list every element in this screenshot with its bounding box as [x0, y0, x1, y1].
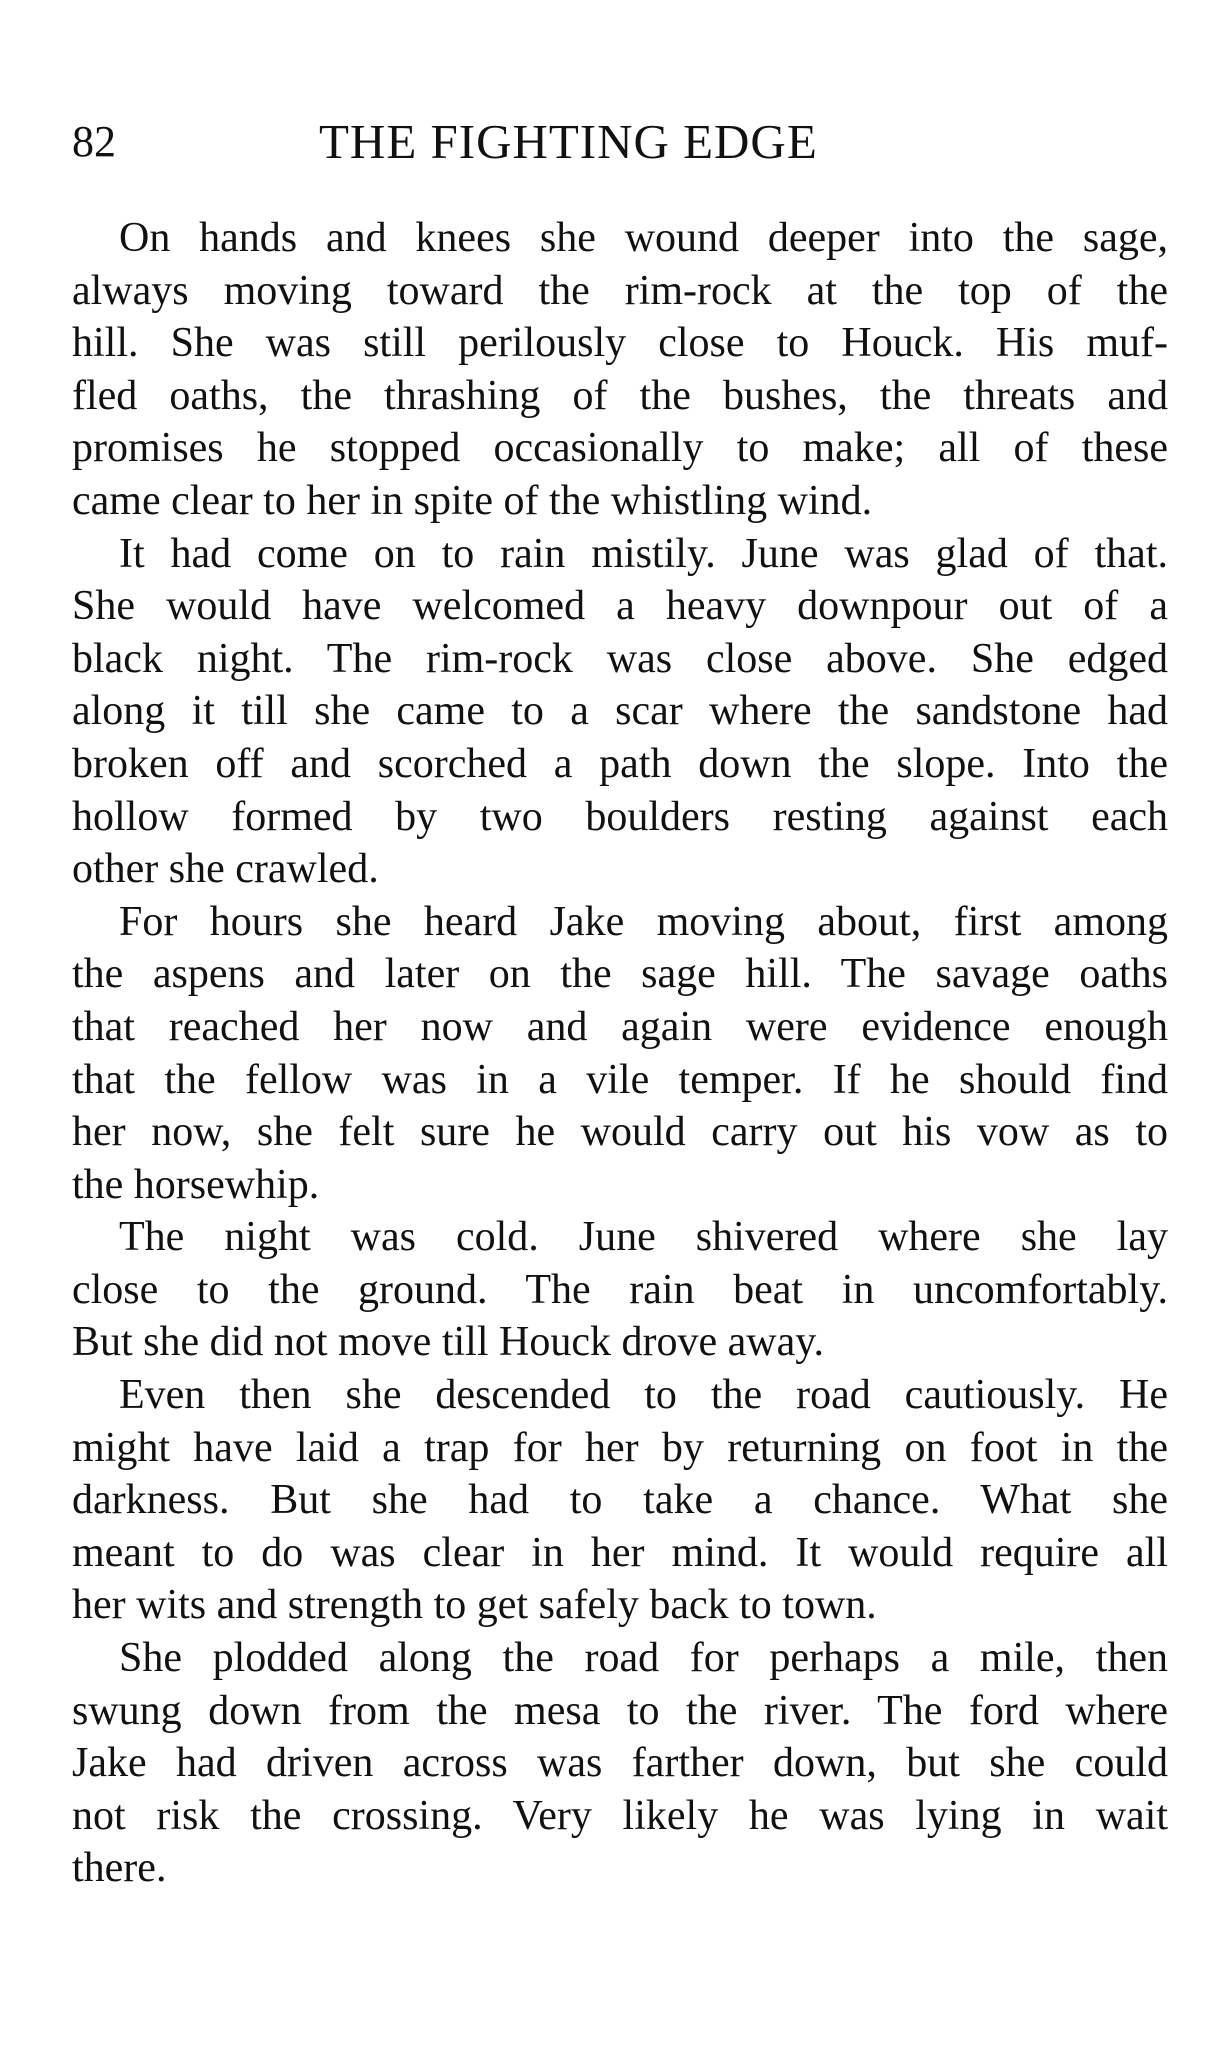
text-line: broken off and scorched a path down the slope. Into the	[72, 740, 1168, 787]
text-line: her now, she felt sure he would carry out his vow as to	[72, 1109, 1168, 1156]
text-line: the aspens and later on the sage hill. The savage oaths	[72, 951, 1168, 998]
text-line: meant to do was clear in her mind. It would require all	[72, 1529, 1168, 1576]
text-line: close to the ground. The rain beat in uncomfortably.	[72, 1266, 1168, 1313]
text-line: She would have welcomed a heavy downpour out of a	[72, 583, 1168, 630]
text-line: hill. She was still perilously close to Houck. His muf-	[72, 320, 1168, 367]
text-line: swung down from the mesa to the river. The ford where	[72, 1687, 1168, 1734]
text-line: other she crawled.	[72, 846, 379, 893]
text-line: along it till she came to a scar where the sandstone had	[72, 688, 1168, 735]
text-line: She plodded along the road for perhaps a mile, then	[119, 1635, 1168, 1682]
text-line: darkness. But she had to take a chance. What she	[72, 1477, 1168, 1524]
text-line: promises he stopped occasionally to make; all of these	[72, 425, 1168, 472]
text-line: might have laid a trap for her by returning on foot in the	[72, 1424, 1168, 1471]
text-line: there.	[72, 1845, 167, 1892]
text-line: black night. The rim-rock was close above. She edged	[72, 635, 1168, 682]
text-line: fled oaths, the thrashing of the bushes, the threats and	[72, 372, 1168, 419]
text-line: On hands and knees she wound deeper into the sage,	[119, 215, 1168, 261]
page-number: 82	[72, 117, 116, 166]
body-text	[72, 212, 1168, 1895]
text-line: always moving toward the rim-rock at the top of the	[72, 267, 1168, 314]
text-line: that reached her now and again were evidence enough	[72, 1003, 1168, 1050]
running-head: THE FIGHTING EDGE	[319, 114, 818, 169]
text-line: that the fellow was in a vile temper. If he should find	[72, 1056, 1168, 1103]
text-line: not risk the crossing. Very likely he was lying in wait	[72, 1792, 1168, 1839]
page-header	[72, 112, 1172, 172]
text-line: But she did not move till Houck drove away.	[72, 1319, 824, 1366]
text-line: Jake had driven across was farther down, but she could	[72, 1740, 1168, 1787]
text-line: The night was cold. June shivered where she lay	[119, 1214, 1168, 1261]
text-line: Even then she descended to the road cautiously. He	[119, 1372, 1168, 1419]
text-line: her wits and strength to get safely back to town.	[72, 1582, 877, 1629]
text-line: the horsewhip.	[72, 1161, 320, 1208]
text-line: It had come on to rain mistily. June was glad of that.	[119, 530, 1168, 577]
text-line: For hours she heard Jake moving about, first among	[119, 898, 1168, 945]
text-line: hollow formed by two boulders resting against each	[72, 793, 1168, 840]
text-line: came clear to her in spite of the whistling wind.	[72, 477, 873, 524]
